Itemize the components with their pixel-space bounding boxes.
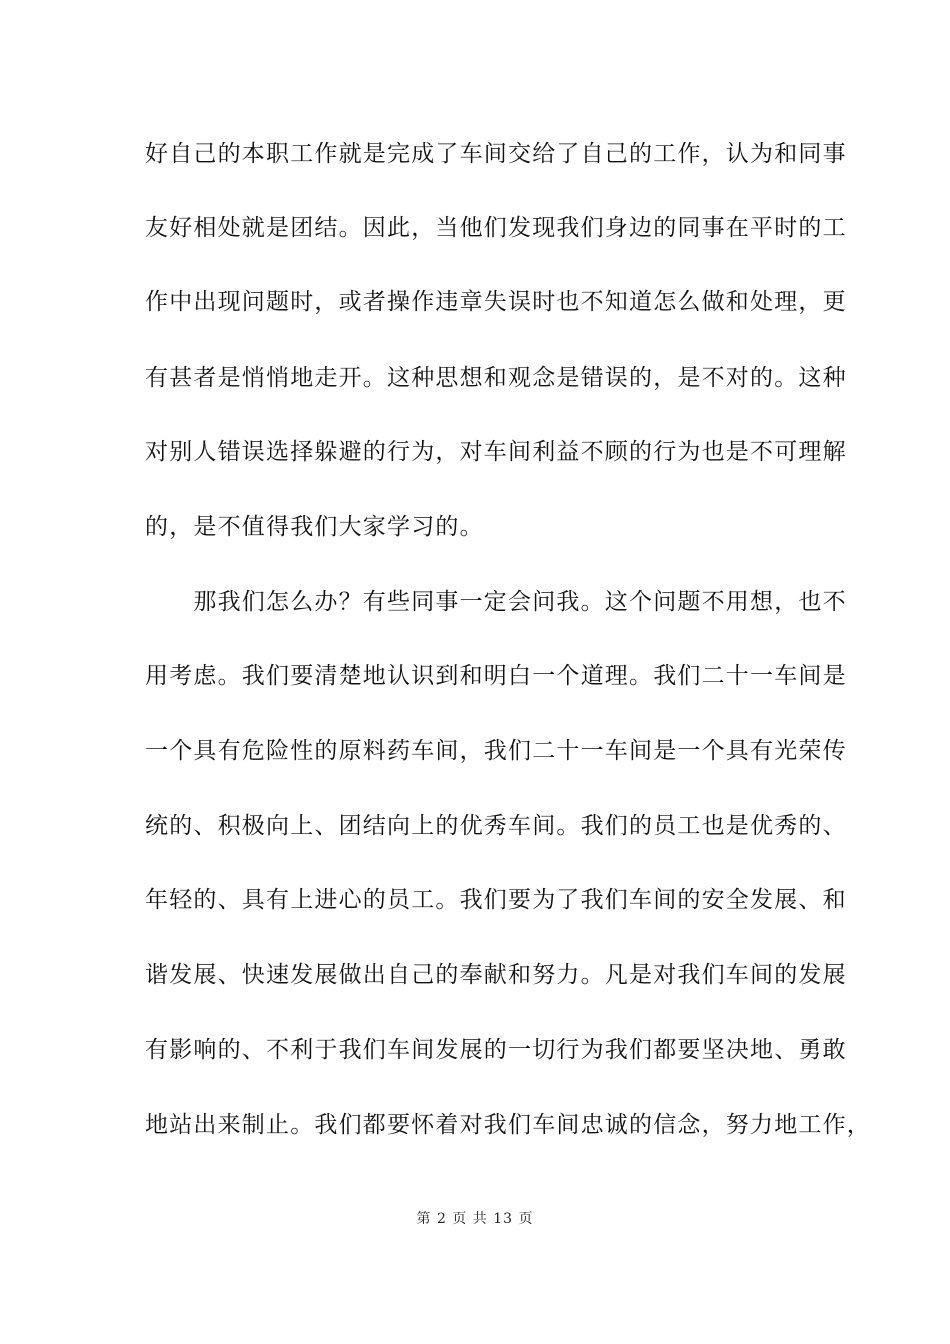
text-line: 统的、积极向上、团结向上的优秀车间。我们的员工也是优秀的、: [145, 813, 847, 839]
text-line: 一个具有危险性的原料药车间，我们二十一车间是一个具有光荣传: [145, 738, 847, 764]
text-line: 谐发展、快速发展做出自己的奉献和努力。凡是对我们车间的发展: [145, 962, 847, 988]
text-line: 友好相处就是团结。因此，当他们发现我们身边的同事在平时的工: [145, 215, 847, 241]
text-line: 年轻的、具有上进心的员工。我们要为了我们车间的安全发展、和: [145, 887, 847, 913]
text-line: 那我们怎么办？有些同事一定会问我。这个问题不用想，也不: [145, 589, 847, 615]
text-line: 的，是不值得我们大家学习的。: [145, 514, 484, 540]
page-number: 第 2 页 共 13 页: [416, 1211, 534, 1227]
text-line: 用考虑。我们要清楚地认识到和明白一个道理。我们二十一车间是: [145, 663, 847, 689]
text-line: 有影响的、不利于我们车间发展的一切行为我们都要坚决地、勇敢: [145, 1037, 847, 1063]
text-line: 作中出现问题时，或者操作违章失误时也不知道怎么做和处理，更: [145, 289, 847, 315]
text-line: 好自己的本职工作就是完成了车间交给了自己的工作，认为和同事: [145, 141, 847, 167]
text-line: 地站出来制止。我们都要怀着对我们车间忠诚的信念，努力地工作，: [145, 1112, 871, 1138]
text-line: 对别人错误选择躲避的行为，对车间利益不顾的行为也是不可理解: [145, 439, 847, 465]
text-line: 有甚者是悄悄地走开。这种思想和观念是错误的，是不对的。这种: [145, 365, 847, 391]
